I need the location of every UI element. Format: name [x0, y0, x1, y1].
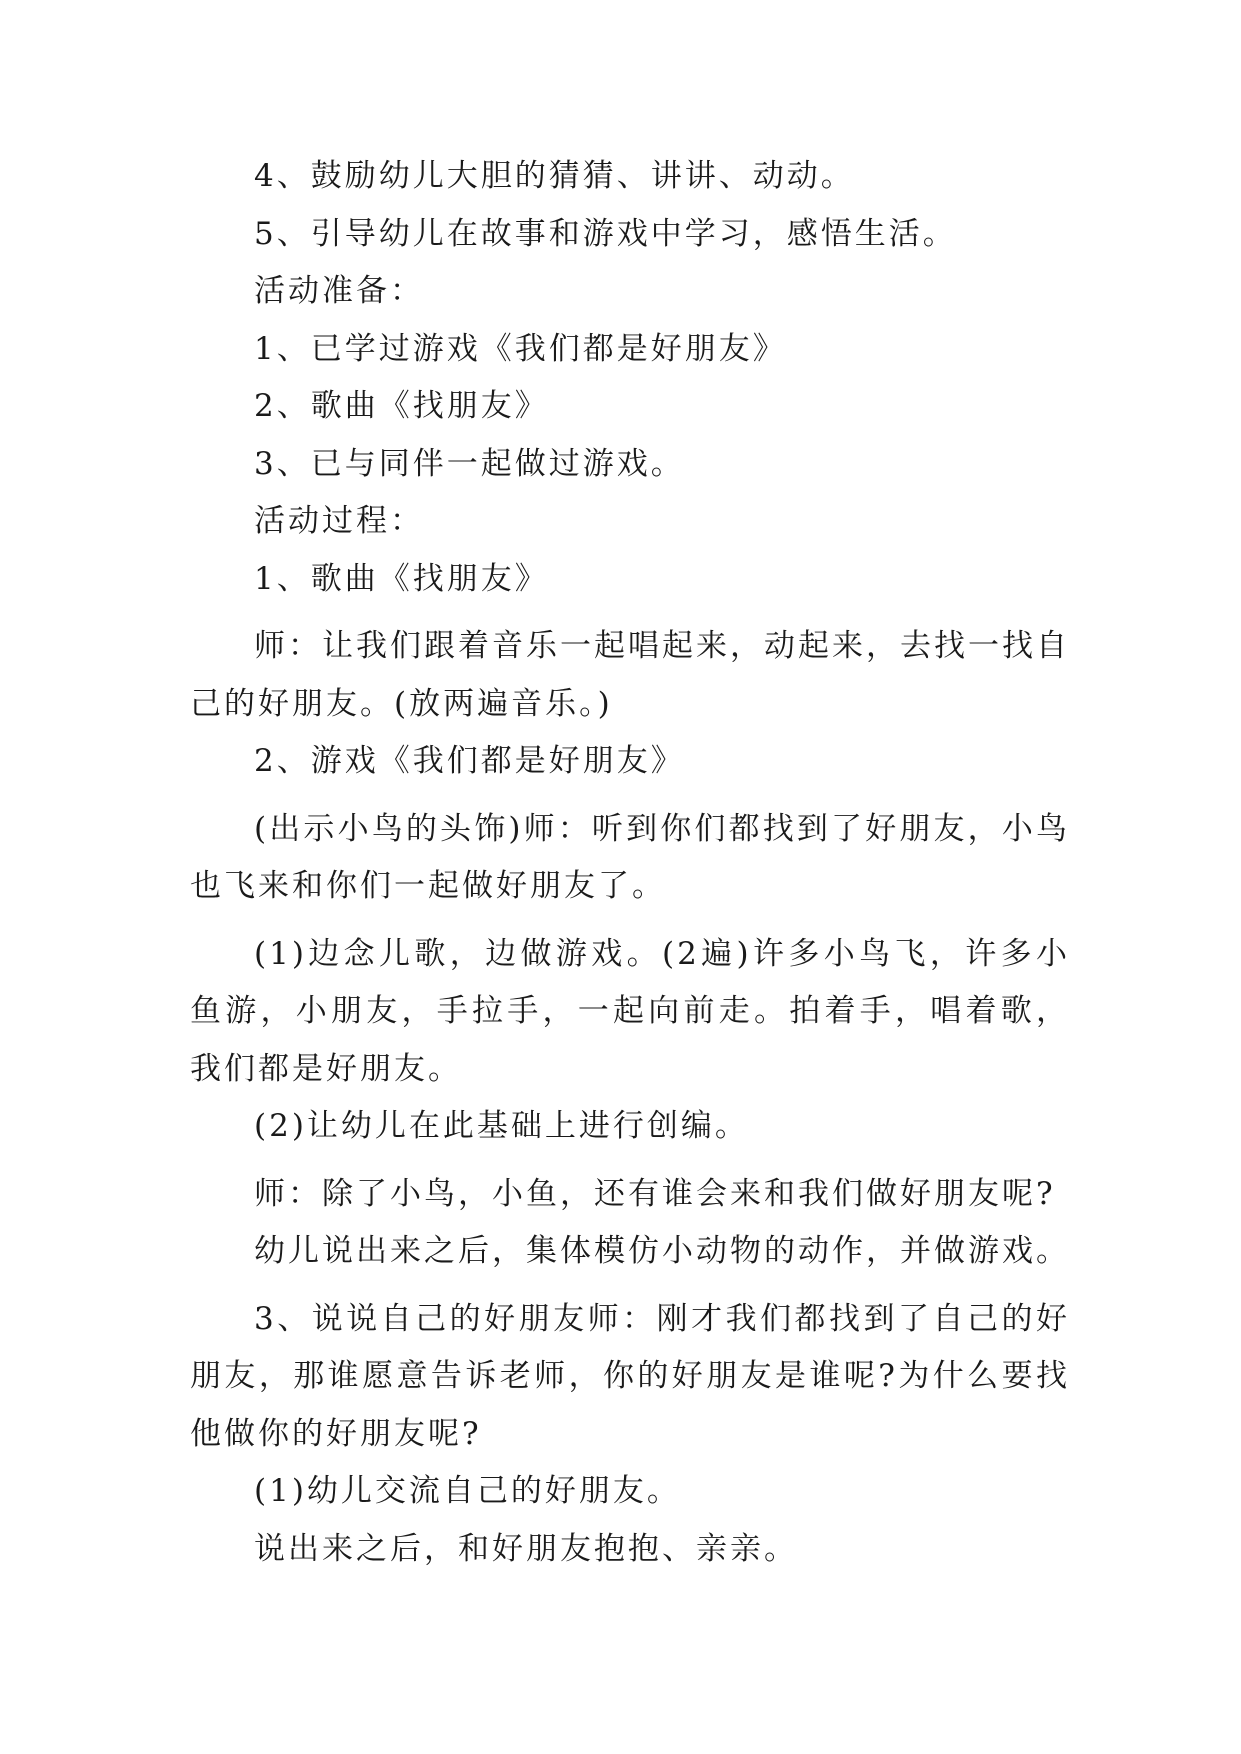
paragraph: 师：除了小鸟，小鱼，还有谁会来和我们做好朋友呢? — [254, 1175, 1056, 1212]
paragraph: 活动准备： — [254, 273, 424, 309]
paragraph: (1)边念儿歌，边做游戏。(2遍)许多小鸟飞，许多小鱼游，小朋友，手拉手，一起向前走。拍着手，唱着歌，我们都是好朋友。 — [190, 935, 1070, 1087]
paragraph: 幼儿说出来之后，集体模仿小动物的动作，并做游戏。 — [254, 1233, 1070, 1269]
paragraph: (2)让幼儿在此基础上进行创编。 — [254, 1108, 749, 1144]
paragraph: 1、已学过游戏《我们都是好朋友》 — [254, 330, 787, 367]
paragraph: 师：让我们跟着音乐一起唱起来，动起来，去找一找自己的好朋友。(放两遍音乐。) — [190, 628, 1070, 722]
paragraph: 3、说说自己的好朋友师：刚才我们都找到了自己的好朋友，那谁愿意告诉老师，你的好朋友是谁呢?为什么要找他做你的好朋友呢? — [190, 1300, 1070, 1452]
paragraph: 5、引导幼儿在故事和游戏中学习，感悟生活。 — [254, 215, 957, 252]
paragraph: (1)幼儿交流自己的好朋友。 — [254, 1473, 681, 1509]
paragraph: 3、已与同伴一起做过游戏。 — [254, 445, 685, 482]
paragraph: (出示小鸟的头饰)师：听到你们都找到了好朋友，小鸟也飞来和你们一起做好朋友了。 — [190, 810, 1070, 904]
paragraph: 2、歌曲《找朋友》 — [254, 388, 549, 424]
document-body — [190, 148, 1070, 1578]
paragraph: 活动过程： — [254, 503, 424, 539]
paragraph: 1、歌曲《找朋友》 — [254, 560, 549, 597]
paragraph: 4、鼓励幼儿大胆的猜猜、讲讲、动动。 — [254, 158, 855, 194]
paragraph: 2、游戏《我们都是好朋友》 — [254, 743, 685, 779]
paragraph: 说出来之后，和好朋友抱抱、亲亲。 — [254, 1530, 798, 1567]
